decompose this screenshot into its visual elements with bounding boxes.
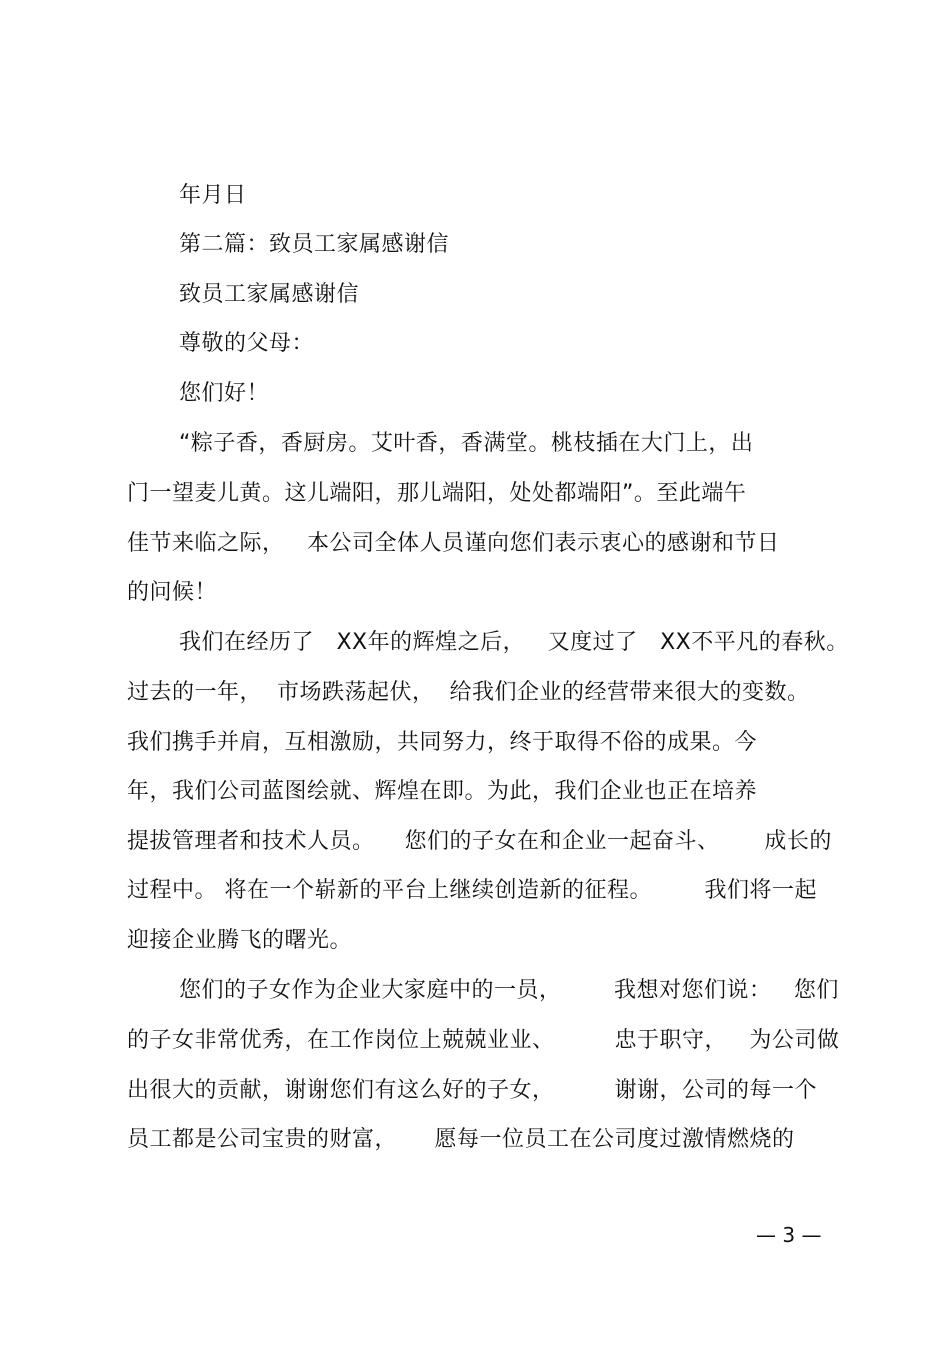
- text-line: 员工都是公司宝贵的财富， 愿每一位员工在公司度过激情燃烧的: [127, 1127, 795, 1152]
- text-line: 门一望麦儿黄。这儿端阳，那儿端阳，处处都端阳”。至此端午: [127, 481, 747, 506]
- text-line: 您们的子女作为企业大家庭中的一员， 我想对您们说： 您们: [179, 978, 839, 1003]
- text-line: 迎接企业腾飞的曙光。: [127, 928, 353, 953]
- text-line: 佳节来临之际， 本公司全体人员谨向您们表示衷心的感谢和节日: [127, 531, 780, 556]
- text-line: “粽子香，香厨房。艾叶香，香满堂。桃枝插在大门上，出: [179, 431, 754, 456]
- text-line: 的问候！: [127, 580, 218, 605]
- text-line: 尊敬的父母：: [179, 331, 315, 356]
- text-line: 我们携手并肩，互相激励，共同努力，终于取得不俗的成果。今: [127, 730, 758, 755]
- text-line: 年，我们公司蓝图绘就、辉煌在即。为此，我们企业也正在培养: [127, 779, 758, 804]
- page-number: — 3 —: [756, 1223, 822, 1247]
- text-line: 致员工家属感谢信: [179, 282, 360, 307]
- text-line: 您们好！: [179, 381, 270, 406]
- text-line: 年月日: [179, 183, 247, 208]
- text-line: 出很大的贡献，谢谢您们有这么好的子女， 谢谢，公司的每一个: [127, 1078, 817, 1103]
- text-line: 过去的一年， 市场跌荡起伏， 给我们企业的经营带来很大的变数。: [127, 680, 810, 705]
- text-line: 过程中。 将在一个崭新的平台上继续创造新的征程。 我们将一起: [127, 878, 817, 903]
- text-line: 提拔管理者和技术人员。 您们的子女在和企业一起奋斗、 成长的: [127, 829, 832, 854]
- text-line: 第二篇：致员工家属感谢信: [179, 232, 450, 257]
- text-line: 我们在经历了 XX年的辉煌之后， 又度过了 XX不平凡的春秋。: [179, 630, 849, 655]
- text-line: 的子女非常优秀，在工作岗位上兢兢业业、 忠于职守， 为公司做: [127, 1028, 840, 1053]
